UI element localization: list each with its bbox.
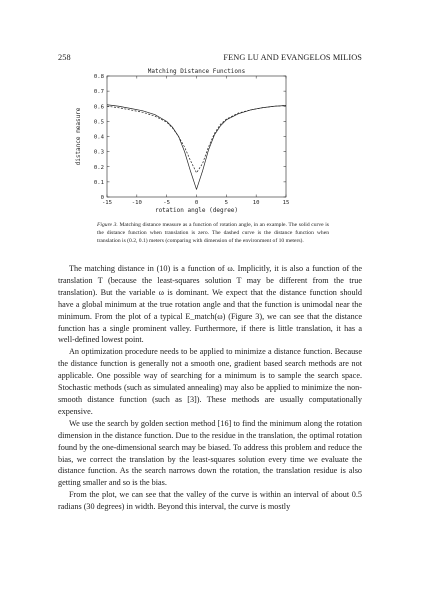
caption-label: Figure 3. [97, 222, 118, 228]
y-tick-label: 0.4 [93, 134, 104, 141]
body-text [58, 263, 362, 513]
y-tick-label: 0.5 [93, 119, 104, 126]
chart-axes [107, 76, 286, 197]
figure-3-chart [60, 64, 300, 224]
caption-text: Matching distance measure as a function of rotation angle, in an example. The solid curve is the distance function when translation is zero. The dashed curve is the distance function when translation is (0.2, 0.1) meters (comparing with dimension of the environment of 10 meters). [97, 222, 329, 245]
paragraph-4: From the plot, we can see that the valley of the curve is within an interval of about 0.5 radians (30 degrees) in width. Beyond this interval, the curve is mostly [58, 490, 362, 512]
x-tick-label: -15 [101, 200, 113, 206]
plot-frame [107, 76, 286, 197]
y-tick-label: 0.1 [93, 179, 104, 186]
y-axis-label: distance measure [75, 107, 82, 166]
x-tick-label: 10 [252, 200, 260, 206]
figure-caption [97, 221, 329, 246]
x-tick-label: 0 [194, 200, 199, 206]
chart-title: Matching Distance Functions [147, 68, 246, 75]
y-tick-label: 0.3 [93, 149, 104, 156]
x-tick-label: 15 [282, 200, 290, 206]
y-tick-label: 0 [100, 195, 104, 201]
series-line-dashed [107, 105, 286, 172]
paragraph-2: An optimization procedure needs to be applied to minimize a distance function. Because the distance function is generally not a smooth one, gradient based search methods are not applicable. One possible way of searching for a minimum is to sample the search space. Stochastic methods (such as simulated annealing) may also be applied to minimize the non-smooth distance function (such as [3]). These methods are usually computationally expensive. [58, 347, 362, 416]
y-tick-label: 0.7 [93, 89, 104, 96]
y-tick-label: 0.8 [93, 74, 104, 80]
series-line-solid [107, 105, 286, 190]
chart-series [107, 105, 286, 190]
x-axis-label: rotation angle (degree) [154, 207, 239, 214]
paragraph-1: The matching distance in (10) is a function of ω. Implicitly, it is also a function of the translation T (because the least-squares solution T may be different from the true translation). But the variable ω is dominant. We expect that the distance function should have a global minimum at the true rotation angle and that the function is unimodal near the minimum. From the plot of a typical E_match(ω) (Figure 3), we can see that the distance function has a single prominent valley. Furthermore, if there is little translation, it has a well-defined lowest point. [58, 264, 362, 345]
page-number: 258 [58, 53, 71, 62]
paragraph-3: We use the search by golden section method [16] to find the minimum along the rotation dimension in the distance function. Due to the residue in the translation, the optimal rotation found by the one-dimensional search may be biased. To address this problem and reduce the bias, we correct the translation by the least-squares solution every time we evaluate the distance function. As the search narrows down the rotation, the translation residue is also getting smaller and so is the bias. [58, 418, 362, 488]
x-tick-label: 5 [224, 200, 229, 206]
x-tick-label: -10 [131, 200, 142, 206]
y-tick-label: 0.6 [93, 104, 104, 111]
x-tick-label: -5 [163, 200, 171, 206]
y-tick-label: 0.2 [93, 164, 104, 171]
running-title: FENG LU AND EVANGELOS MILIOS [223, 53, 362, 62]
